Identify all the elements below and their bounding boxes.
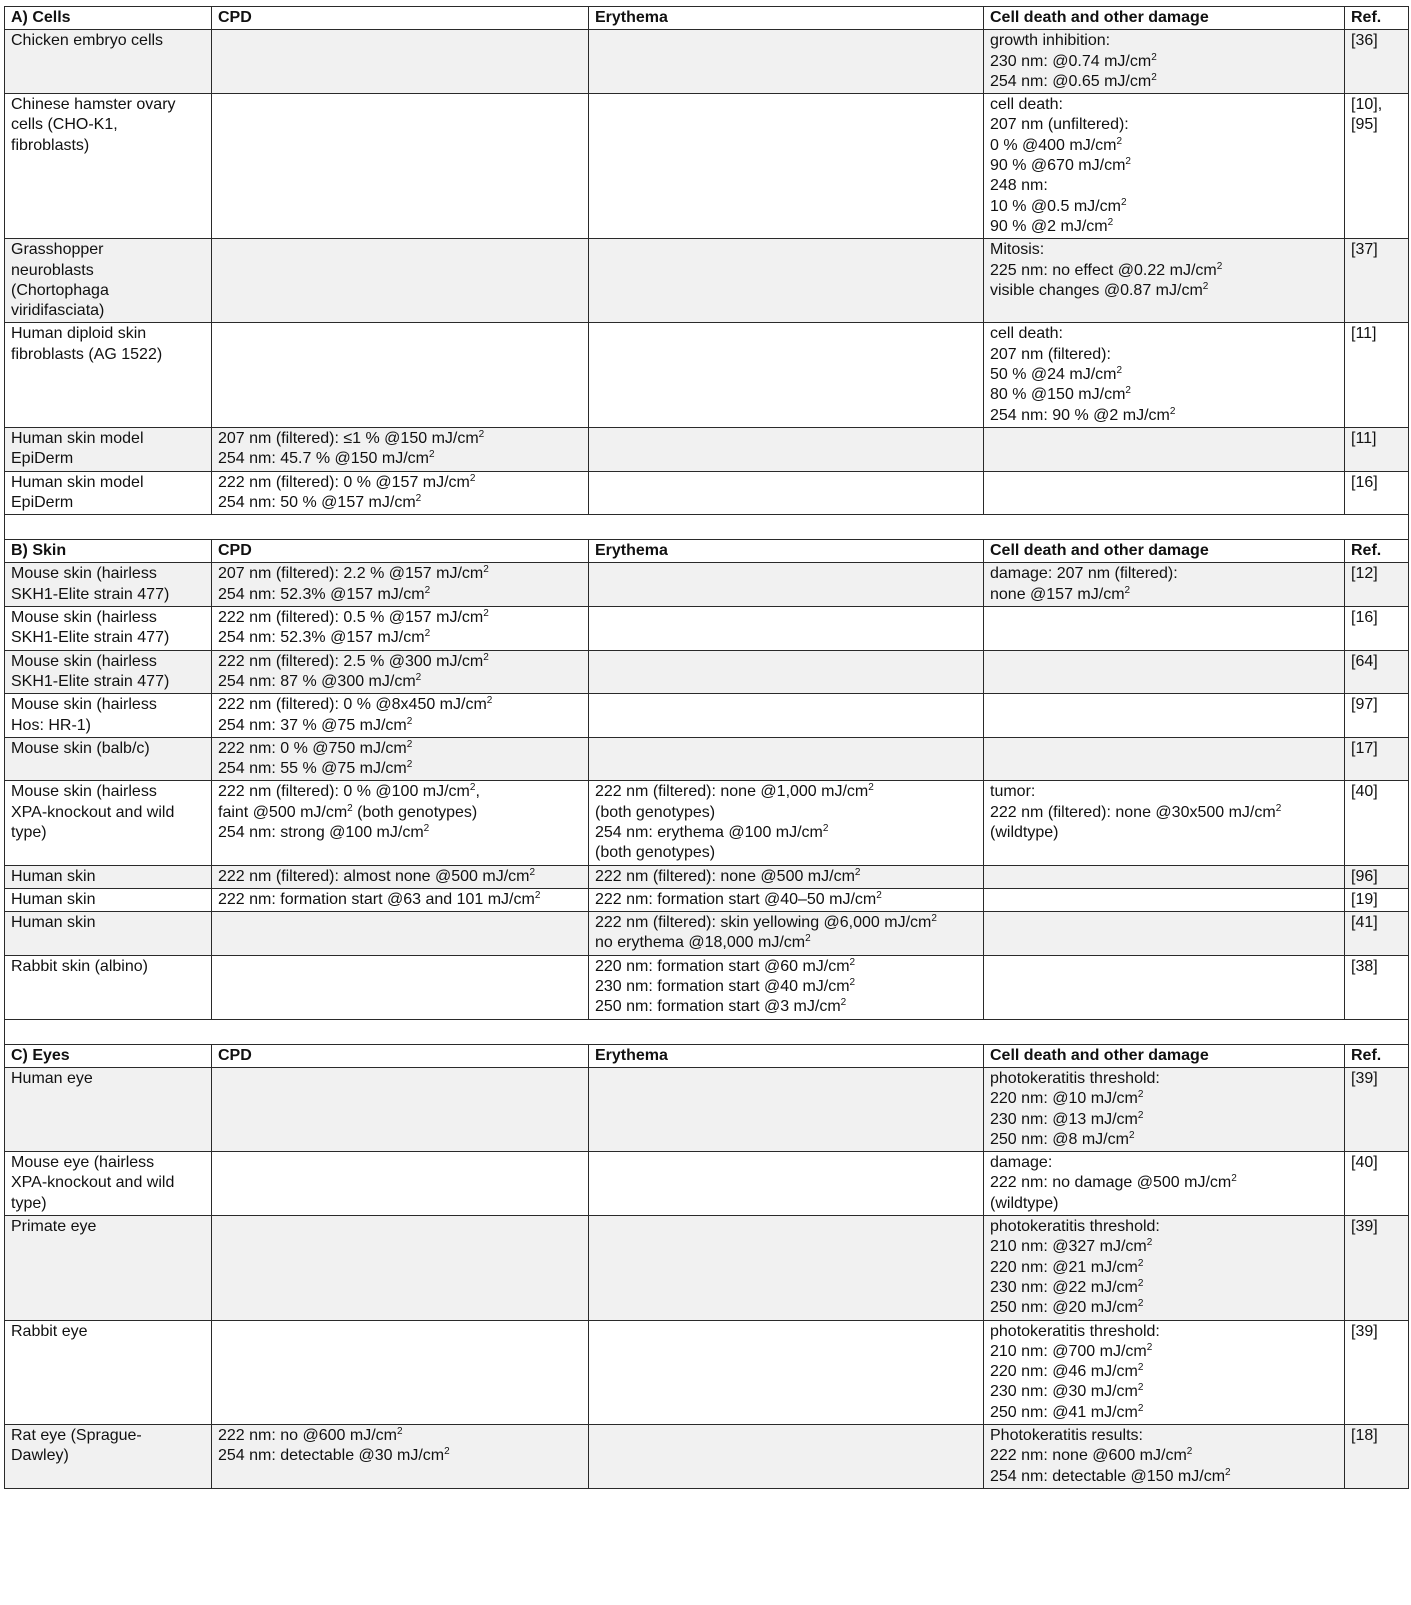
cell-line: [97] (1351, 696, 1378, 714)
cell-line: EpiDerm (11, 493, 74, 511)
cell-line: [19] (1351, 890, 1378, 908)
cell-erythema (589, 1425, 984, 1489)
cell-organism (5, 563, 212, 607)
cell-organism (5, 737, 212, 781)
cell-line: 220 nm: @10 $mJ/cm^2$ (990, 1089, 1144, 1108)
cell-cell-death (984, 650, 1345, 694)
cell-line: 254 nm: 50 % @157 $mJ/cm^2$ (218, 492, 422, 511)
cell-organism (5, 781, 212, 865)
cell-cell-death (984, 607, 1345, 651)
cell-ref (1345, 694, 1409, 738)
cell-line: 230 nm: @0.74 $mJ/cm^2$ (990, 51, 1157, 70)
cell-organism (5, 650, 212, 694)
table-row (5, 239, 1409, 323)
cell-line: 222 nm: no damage @500 $mJ/cm^2$ (990, 1173, 1237, 1192)
cell-line: 254 nm: detectable @150 $mJ/cm^2$ (990, 1466, 1231, 1485)
cell-cell-death (984, 865, 1345, 888)
cell-line: 254 nm: @0.65 $mJ/cm^2$ (990, 71, 1157, 90)
cell-line: 222 nm (filtered): skin yellowing @6,000 $mJ/cm^2$ (595, 913, 937, 932)
cell-line: Mouse skin (hairless (11, 783, 157, 801)
cell-cpd (212, 471, 589, 515)
cell-cell-death (984, 1067, 1345, 1151)
cell-ref (1345, 239, 1409, 323)
section-header-row (5, 1044, 1409, 1067)
section-spacer (5, 515, 1409, 540)
cell-ref (1345, 1152, 1409, 1216)
cell-cpd (212, 1216, 589, 1320)
cell-cpd (212, 955, 589, 1019)
table-row (5, 781, 1409, 865)
cell-line: Grasshopper (11, 241, 104, 259)
cell-ref (1345, 650, 1409, 694)
cell-line: visible changes @0.87 $mJ/cm^2$ (990, 280, 1209, 299)
cell-line: 220 nm: @46 $mJ/cm^2$ (990, 1362, 1144, 1381)
cell-line: (wildtype) (990, 1194, 1059, 1212)
header-cell-death: Cell death and other damage (984, 540, 1345, 563)
cell-erythema (589, 471, 984, 515)
cell-line: faint @500 $mJ/cm^2$ (both genotypes) (218, 802, 478, 821)
cell-line: 250 nm: @41 $mJ/cm^2$ (990, 1402, 1144, 1421)
cell-cpd (212, 1425, 589, 1489)
cell-line: 207 nm (filtered): (990, 345, 1111, 363)
cell-cell-death (984, 471, 1345, 515)
cell-line: 90 % @670 $mJ/cm^2$ (990, 156, 1131, 175)
cell-erythema (589, 30, 984, 94)
cell-line: 254 nm: 87 % @300 $mJ/cm^2$ (218, 671, 422, 690)
cell-erythema (589, 1320, 984, 1424)
table-row (5, 1425, 1409, 1489)
cell-line: 222 nm (filtered): almost none @500 $mJ/cm^2$ (218, 866, 536, 885)
cell-line: 207 nm (unfiltered): (990, 116, 1129, 134)
cell-line: cells (CHO-K1, (11, 116, 118, 134)
cell-organism (5, 323, 212, 427)
cell-line: 222 nm: formation start @40–50 $mJ/cm^2$ (595, 889, 882, 908)
cell-line: [64] (1351, 652, 1378, 670)
table-row (5, 737, 1409, 781)
cell-cell-death (984, 912, 1345, 956)
cell-line: Mouse skin (balb/c) (11, 739, 150, 757)
cell-line: Human skin (11, 890, 96, 908)
cell-line: Human skin (11, 867, 96, 885)
cell-erythema (589, 650, 984, 694)
cell-line: 207 nm (filtered): 2.2 % @157 $mJ/cm^2$ (218, 564, 489, 583)
cell-organism (5, 30, 212, 94)
table-row (5, 694, 1409, 738)
cell-cpd (212, 737, 589, 781)
uv-damage-table (4, 6, 1409, 1489)
table-row (5, 94, 1409, 239)
cell-erythema (589, 737, 984, 781)
cell-ref (1345, 1067, 1409, 1151)
cell-line: [11] (1351, 429, 1377, 447)
header-organism: B) Skin (5, 540, 212, 563)
table-row (5, 1067, 1409, 1151)
cell-cpd (212, 650, 589, 694)
table-row (5, 427, 1409, 471)
cell-line: 222 nm (filtered): none @1,000 $mJ/cm^2$ (595, 782, 874, 801)
cell-ref (1345, 563, 1409, 607)
cell-line: 222 nm: 0 % @750 $mJ/cm^2$ (218, 738, 413, 757)
cell-erythema (589, 694, 984, 738)
cell-line: Human diploid skin (11, 325, 147, 343)
cell-line: Photokeratitis results: (990, 1427, 1143, 1444)
table-row (5, 1152, 1409, 1216)
cell-erythema (589, 1067, 984, 1151)
cell-line: viridifasciata) (11, 302, 105, 320)
cell-organism (5, 694, 212, 738)
cell-line: tumor: (990, 783, 1036, 801)
cell-organism (5, 1216, 212, 1320)
cell-line: [38] (1351, 957, 1378, 975)
spacer-cell (5, 1019, 1409, 1044)
cell-line: 222 nm: no @600 $mJ/cm^2$ (218, 1426, 403, 1444)
cell-line: 230 nm: @30 $mJ/cm^2$ (990, 1382, 1144, 1401)
cell-ref (1345, 94, 1409, 239)
cell-line: [10], (1351, 96, 1383, 114)
cell-line: Rabbit eye (11, 1322, 88, 1340)
spacer-cell (5, 515, 1409, 540)
cell-line: fibroblasts) (11, 136, 90, 154)
cell-line: 80 % @150 $mJ/cm^2$ (990, 385, 1131, 404)
header-cpd: CPD (212, 7, 589, 30)
cell-line: 254 nm: 90 % @2 $mJ/cm^2$ (990, 405, 1176, 424)
cell-line: [18] (1351, 1427, 1378, 1444)
cell-line: [12] (1351, 565, 1378, 583)
table-row (5, 1320, 1409, 1424)
cell-cell-death (984, 563, 1345, 607)
cell-ref (1345, 912, 1409, 956)
cell-line: 250 nm: @20 $mJ/cm^2$ (990, 1298, 1144, 1317)
cell-organism (5, 912, 212, 956)
cell-line: 222 nm (filtered): 0 % @100 $mJ/cm^2$, (218, 782, 480, 801)
cell-organism (5, 1067, 212, 1151)
cell-cpd (212, 781, 589, 865)
section-header-row (5, 540, 1409, 563)
cell-erythema (589, 94, 984, 239)
cell-line: 250 nm: @8 $mJ/cm^2$ (990, 1129, 1135, 1148)
cell-line: (both genotypes) (595, 803, 716, 821)
cell-line: [40] (1351, 783, 1378, 801)
cell-line: 254 nm: 52.3% @157 $mJ/cm^2$ (218, 584, 431, 603)
cell-cell-death (984, 1320, 1345, 1424)
cell-line: [17] (1351, 739, 1378, 757)
cell-line: [11] (1351, 325, 1377, 343)
cell-line: Dawley) (11, 1447, 69, 1465)
cell-line: SKH1-Elite strain 477) (11, 585, 170, 603)
cell-line: Primate eye (11, 1218, 97, 1236)
table-row (5, 607, 1409, 651)
cell-ref (1345, 323, 1409, 427)
cell-organism (5, 239, 212, 323)
cell-ref (1345, 607, 1409, 651)
cell-line: [36] (1351, 32, 1378, 50)
cell-line: 254 nm: detectable @30 $mJ/cm^2$ (218, 1446, 450, 1465)
section-header-row (5, 7, 1409, 30)
cell-line: type) (11, 823, 47, 841)
cell-line: 222 nm (filtered): none @500 $mJ/cm^2$ (595, 866, 861, 885)
cell-line: [37] (1351, 241, 1378, 259)
cell-cpd (212, 607, 589, 651)
cell-erythema (589, 955, 984, 1019)
cell-erythema (589, 865, 984, 888)
cell-cpd (212, 1067, 589, 1151)
cell-line: 254 nm: strong @100 $mJ/cm^2$ (218, 822, 430, 841)
cell-organism (5, 865, 212, 888)
cell-line: [39] (1351, 1069, 1378, 1087)
cell-ref (1345, 30, 1409, 94)
cell-line: Human skin (11, 914, 96, 932)
cell-line: photokeratitis threshold: (990, 1322, 1160, 1340)
cell-line: neuroblasts (11, 261, 94, 279)
cell-ref (1345, 1216, 1409, 1320)
cell-erythema (589, 1152, 984, 1216)
cell-line: 90 % @2 $mJ/cm^2$ (990, 216, 1114, 235)
cell-line: Mouse skin (hairless (11, 565, 157, 583)
table-row (5, 888, 1409, 911)
cell-cpd (212, 427, 589, 471)
cell-organism (5, 955, 212, 1019)
cell-ref (1345, 955, 1409, 1019)
cell-ref (1345, 737, 1409, 781)
cell-line: SKH1-Elite strain 477) (11, 629, 170, 647)
header-erythema: Erythema (589, 540, 984, 563)
cell-cell-death (984, 1152, 1345, 1216)
cell-erythema (589, 607, 984, 651)
cell-line: cell death: (990, 96, 1063, 114)
cell-line: [40] (1351, 1154, 1378, 1172)
cell-line: 220 nm: formation start @60 $mJ/cm^2$ (595, 956, 856, 975)
cell-line: (wildtype) (990, 823, 1059, 841)
cell-erythema (589, 563, 984, 607)
cell-line: 250 nm: formation start @3 $mJ/cm^2$ (595, 997, 847, 1016)
cell-line: XPA-knockout and wild (11, 803, 175, 821)
table-row (5, 912, 1409, 956)
cell-cpd (212, 323, 589, 427)
cell-ref (1345, 471, 1409, 515)
cell-cpd (212, 888, 589, 911)
header-cpd: CPD (212, 540, 589, 563)
cell-cpd (212, 563, 589, 607)
cell-cell-death (984, 737, 1345, 781)
cell-erythema (589, 239, 984, 323)
cell-line: 222 nm: formation start @63 and 101 $mJ/cm^2$ (218, 889, 541, 908)
cell-line: 254 nm: 45.7 % @150 $mJ/cm^2$ (218, 449, 435, 468)
cell-organism (5, 427, 212, 471)
cell-line: (both genotypes) (595, 844, 716, 862)
table-row (5, 471, 1409, 515)
table-row (5, 865, 1409, 888)
cell-erythema (589, 1216, 984, 1320)
cell-line: 225 nm: no effect @0.22 $mJ/cm^2$ (990, 260, 1223, 279)
cell-organism (5, 888, 212, 911)
cell-organism (5, 1425, 212, 1489)
cell-line: Mouse skin (hairless (11, 652, 157, 670)
cell-line: Chinese hamster ovary (11, 96, 176, 114)
cell-line: growth inhibition: (990, 32, 1111, 50)
cell-ref (1345, 888, 1409, 911)
cell-line: [41] (1351, 914, 1378, 932)
cell-line: 254 nm: 37 % @75 $mJ/cm^2$ (218, 715, 413, 734)
cell-organism (5, 1152, 212, 1216)
header-cpd: CPD (212, 1044, 589, 1067)
cell-organism (5, 607, 212, 651)
cell-erythema (589, 427, 984, 471)
cell-line: 222 nm: none @600 $mJ/cm^2$ (990, 1446, 1193, 1465)
cell-line: photokeratitis threshold: (990, 1218, 1160, 1236)
cell-organism (5, 1320, 212, 1424)
cell-cpd (212, 912, 589, 956)
cell-cell-death (984, 1216, 1345, 1320)
cell-ref (1345, 1320, 1409, 1424)
cell-erythema (589, 781, 984, 865)
cell-cell-death (984, 694, 1345, 738)
cell-line: Mouse skin (hairless (11, 696, 157, 714)
cell-line: [39] (1351, 1322, 1378, 1340)
cell-line: 230 nm: @22 $mJ/cm^2$ (990, 1277, 1144, 1296)
cell-line: damage: (990, 1154, 1053, 1172)
cell-line: 222 nm (filtered): none @30x500 $mJ/cm^2$ (990, 802, 1282, 821)
cell-line: 210 nm: @700 $mJ/cm^2$ (990, 1341, 1153, 1360)
cell-line: 210 nm: @327 $mJ/cm^2$ (990, 1237, 1153, 1256)
cell-line: [16] (1351, 609, 1378, 627)
cell-cell-death (984, 427, 1345, 471)
cell-line: none @157 $mJ/cm^2$ (990, 584, 1131, 603)
cell-ref (1345, 1425, 1409, 1489)
table-row (5, 563, 1409, 607)
header-cell-death: Cell death and other damage (984, 1044, 1345, 1067)
cell-line: (Chortophaga (11, 281, 109, 299)
cell-line: 254 nm: 55 % @75 $mJ/cm^2$ (218, 759, 413, 778)
cell-line: Hos: HR-1) (11, 716, 92, 734)
cell-line: Mouse eye (hairless (11, 1154, 155, 1172)
header-erythema: Erythema (589, 1044, 984, 1067)
cell-line: Human skin model (11, 429, 144, 447)
cell-organism (5, 94, 212, 239)
cell-cell-death (984, 94, 1345, 239)
section-spacer (5, 1019, 1409, 1044)
cell-cpd (212, 865, 589, 888)
cell-organism (5, 471, 212, 515)
cell-line: Mitosis: (990, 241, 1045, 259)
cell-line: no erythema @18,000 $mJ/cm^2$ (595, 933, 811, 952)
cell-line: 254 nm: erythema @100 $mJ/cm^2$ (595, 822, 829, 841)
table-row (5, 650, 1409, 694)
cell-ref (1345, 865, 1409, 888)
cell-line: 222 nm (filtered): 0 % @157 $mJ/cm^2$ (218, 472, 476, 491)
table-row (5, 323, 1409, 427)
table-row (5, 30, 1409, 94)
cell-line: SKH1-Elite strain 477) (11, 672, 170, 690)
cell-line: 207 nm (filtered): ≤1 % @150 $mJ/cm^2$ (218, 428, 485, 447)
cell-line: Human eye (11, 1069, 93, 1087)
cell-line: 0 % @400 $mJ/cm^2$ (990, 135, 1123, 154)
table-row (5, 1216, 1409, 1320)
cell-erythema (589, 912, 984, 956)
cell-cell-death (984, 239, 1345, 323)
cell-cell-death (984, 323, 1345, 427)
cell-line: 230 nm: @13 $mJ/cm^2$ (990, 1109, 1144, 1128)
cell-line: fibroblasts (AG 1522) (11, 345, 163, 363)
cell-line: type) (11, 1194, 47, 1212)
header-organism: C) Eyes (5, 1044, 212, 1067)
header-erythema: Erythema (589, 7, 984, 30)
cell-line: Rat eye (Sprague- (11, 1427, 142, 1444)
cell-line: Human skin model (11, 473, 144, 491)
cell-line: cell death: (990, 325, 1063, 343)
cell-line: 230 nm: formation start @40 $mJ/cm^2$ (595, 977, 856, 996)
cell-cell-death (984, 888, 1345, 911)
cell-cpd (212, 30, 589, 94)
cell-line: damage: 207 nm (filtered): (990, 565, 1178, 583)
cell-line: 10 % @0.5 $mJ/cm^2$ (990, 196, 1127, 215)
cell-ref (1345, 427, 1409, 471)
cell-line: [39] (1351, 1218, 1378, 1236)
cell-cpd (212, 94, 589, 239)
cell-line: Rabbit skin (albino) (11, 957, 148, 975)
cell-line: 50 % @24 $mJ/cm^2$ (990, 365, 1123, 384)
cell-cell-death (984, 30, 1345, 94)
header-organism: A) Cells (5, 7, 212, 30)
cell-cpd (212, 1320, 589, 1424)
header-ref: Ref. (1345, 1044, 1409, 1067)
header-ref: Ref. (1345, 7, 1409, 30)
cell-cell-death (984, 1425, 1345, 1489)
cell-cell-death (984, 955, 1345, 1019)
cell-cell-death (984, 781, 1345, 865)
cell-erythema (589, 323, 984, 427)
cell-line: 220 nm: @21 $mJ/cm^2$ (990, 1257, 1144, 1276)
table-row (5, 955, 1409, 1019)
cell-line: EpiDerm (11, 450, 74, 468)
cell-line: [95] (1351, 116, 1378, 134)
cell-line: [96] (1351, 867, 1378, 885)
cell-line: 222 nm (filtered): 0.5 % @157 $mJ/cm^2$ (218, 608, 489, 627)
cell-cpd (212, 694, 589, 738)
table-body (5, 7, 1409, 1489)
cell-line: photokeratitis threshold: (990, 1069, 1160, 1087)
cell-cpd (212, 239, 589, 323)
cell-line: 248 nm: (990, 177, 1048, 195)
cell-line: 222 nm (filtered): 0 % @8x450 $mJ/cm^2$ (218, 695, 493, 714)
cell-line: Mouse skin (hairless (11, 609, 157, 627)
cell-cpd (212, 1152, 589, 1216)
cell-line: 222 nm (filtered): 2.5 % @300 $mJ/cm^2$ (218, 651, 489, 670)
cell-line: 254 nm: 52.3% @157 $mJ/cm^2$ (218, 628, 431, 647)
cell-line: [16] (1351, 473, 1378, 491)
cell-ref (1345, 781, 1409, 865)
header-ref: Ref. (1345, 540, 1409, 563)
header-cell-death: Cell death and other damage (984, 7, 1345, 30)
cell-erythema (589, 888, 984, 911)
cell-line: Chicken embryo cells (11, 32, 164, 50)
cell-line: XPA-knockout and wild (11, 1174, 175, 1192)
